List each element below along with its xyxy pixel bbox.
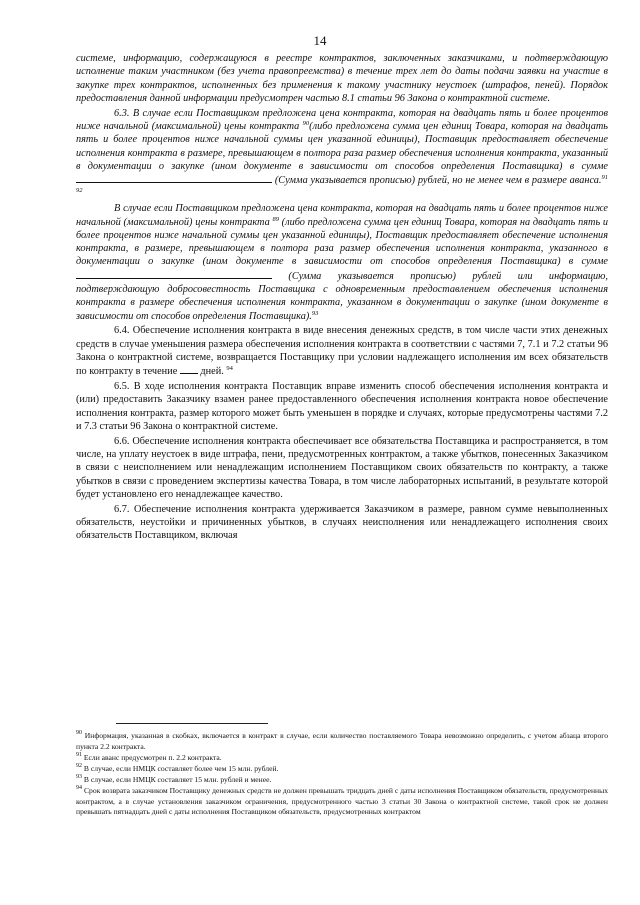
paragraph-text: (Сумма указывается прописью) рублей, но не менее чем в размере аванса. — [272, 175, 602, 187]
paragraph-text: В случае если Поставщиком предложена цена контракта, которая на двадцать пять и более процентов ниже начальной (максимальной) цены контракта — [76, 203, 608, 228]
paragraph-text: 6.6. Обеспечение исполнения контракта обеспечивает все обязательства Поставщика и распространяется, в том числе, на уплату неустоек в виде штрафа, пени, предусмотренных контрактом, а также убытков, понесенных Заказчиком в связи с неисполнением или ненадлежащим исполнением Поставщиком своих обязательств по контракту, а также убытков в связи с проведением экспертизы качества Товара, в том числе лабораторных испытаний, в результате которой будет установлено его ненадлежащее качество. — [76, 435, 608, 500]
footnote-text: Если аванс предусмотрен п. 2.2 контракта. — [82, 752, 222, 762]
paragraph-text: 6.4. Обеспечение исполнения контракта в виде внесения денежных средств, в том числе части этих денежных средств в случае уменьшения размера обеспечения исполнения контракта в соответствии с частями 7, 7.1 и 7.2 статьи 96 Закона о контрактной системе, возвращается Поставщику при условии надлежащего исполнения им всех обязательств по контракту в течение — [76, 325, 608, 378]
paragraph — [76, 503, 608, 543]
fill-in-blank — [76, 269, 272, 279]
footnote-number: 94 — [76, 784, 82, 791]
footnote — [76, 753, 608, 764]
fill-in-blank — [180, 364, 198, 374]
footnote-ref[interactable]: 89 — [272, 215, 279, 223]
footnote — [76, 786, 608, 818]
footnote-ref[interactable]: 90 — [302, 119, 310, 127]
footnote-text: Срок возврата заказчиком Поставщику денежных средств не должен превышать тридцать дней с даты исполнения Поставщиком обязательств, предусмотренных контрактом, а в случае установления заказчиком ограничения, предусмотренного частью 3 статьи 30 Закона о контрактной системе, такой срок не должен превышать пятнадцать дней с даты исполнения Поставщиком обязательств, предусмотренных контрактом — [76, 785, 608, 817]
footnote-ref[interactable]: 93 — [311, 309, 319, 317]
paragraph — [76, 52, 608, 105]
footnote-text: Информация, указанная в скобках, включается в контракт в случае, если количество поставляемого Товара невозможно определить, с учетом абзаца второго пункта 2.2 контракта. — [76, 731, 608, 751]
footnote — [76, 764, 608, 775]
footnote-text: В случае, если НМЦК составляет более чем 15 млн. рублей. — [82, 763, 279, 773]
footnote — [76, 775, 608, 786]
footnotes — [76, 731, 608, 818]
footnote-number: 91 — [76, 751, 82, 758]
footnote-number: 92 — [76, 762, 82, 769]
paragraph-text: (либо предложена сумма цен единиц Товара, которая на двадцать пять и более процентов ниже начальной суммы цен указанной единицы), Поставщик предоставляет обеспечение исполнения контракта, в размере, превышающем в полтора раза размер обеспечения исполнения контракта, указанного в документации о закупке (ином документе в зависимости от способов определения Поставщика) в сумме — [76, 216, 608, 268]
footnote-separator — [116, 723, 268, 724]
footnote — [76, 731, 608, 752]
paragraph — [76, 107, 608, 201]
footnote-number: 90 — [76, 730, 82, 736]
paragraph-text: 6.5. В ходе исполнения контракта Поставщик вправе изменить способ обеспечения исполнения контракта и (или) предоставить Заказчику взамен ранее предоставленного обеспечения исполнения контракта новое обеспечение исполнения контракта, размер которого может быть уменьшен в порядке и случаях, которые предусмотрены частями 7.2 и 7.3 статьи 96 Закона о контрактной системе. — [76, 381, 608, 433]
paragraph-text: дней. — [197, 366, 227, 378]
paragraph — [76, 324, 608, 378]
paragraph-text: (либо предложена сумма цен единиц Товара, которая на двадцать пять и более процентов ниже начальной суммы цен указанной единицы), Поставщик предоставляет обеспечение исполнения контракта в размере, превышающем в полтора раза размер обеспечения исполнения контракта, указанный в документации о закупке (ином документе в зависимости от способов определения Поставщика) в сумме — [76, 120, 608, 172]
footnote-ref[interactable]: 94 — [226, 365, 233, 373]
paragraph — [76, 202, 608, 323]
paragraph — [76, 435, 608, 501]
footnote-ref[interactable]: 91 92 — [76, 174, 608, 195]
paragraph-text: 6.7. Обеспечение исполнения контракта удерживается Заказчиком в размере, равном сумме невыполненных обязательств, неустойки и причиненных убытков, в случаях неисполнения или ненадлежащего исполнения своих обязательств Поставщиком, включая — [76, 503, 608, 542]
fill-in-blank — [76, 173, 272, 183]
page-number: 14 — [313, 33, 327, 48]
footnote-text: В случае, если НМЦК составляет 15 млн. рублей и менее. — [82, 774, 272, 784]
paragraph — [76, 380, 608, 433]
paragraph-text: системе, информацию, содержащуюся в реестре контрактов, заключенных заказчиками, и подтверждающую исполнение таким участником (без учета правопреемства) в течение трех лет до даты подачи заявки на участие в закупке трех контрактов, исполненных без применения к такому участнику неустоек (штрафов, пеней). Порядок предоставления данной информации предусмотрен частью 8.1 статьи 96 Закона о контрактной системе. — [76, 53, 608, 104]
document-body — [76, 52, 608, 544]
paragraph-text: (Сумма указывается прописью) рублей или информацию, подтверждающую добросовестность Поставщика с одновременным предоставлением обеспечения исполнения контракта в размере обеспечения исполнения контракта, указанном в документации о закупке (ином документе в зависимости от способов определения Поставщика). — [76, 270, 608, 322]
footnote-number: 93 — [76, 773, 82, 780]
paragraph-text: 6.3. В случае если Поставщиком предложена цена контракта, которая на двадцать пять и более процентов ниже начальной (максимальной) цены контракта — [76, 107, 608, 132]
